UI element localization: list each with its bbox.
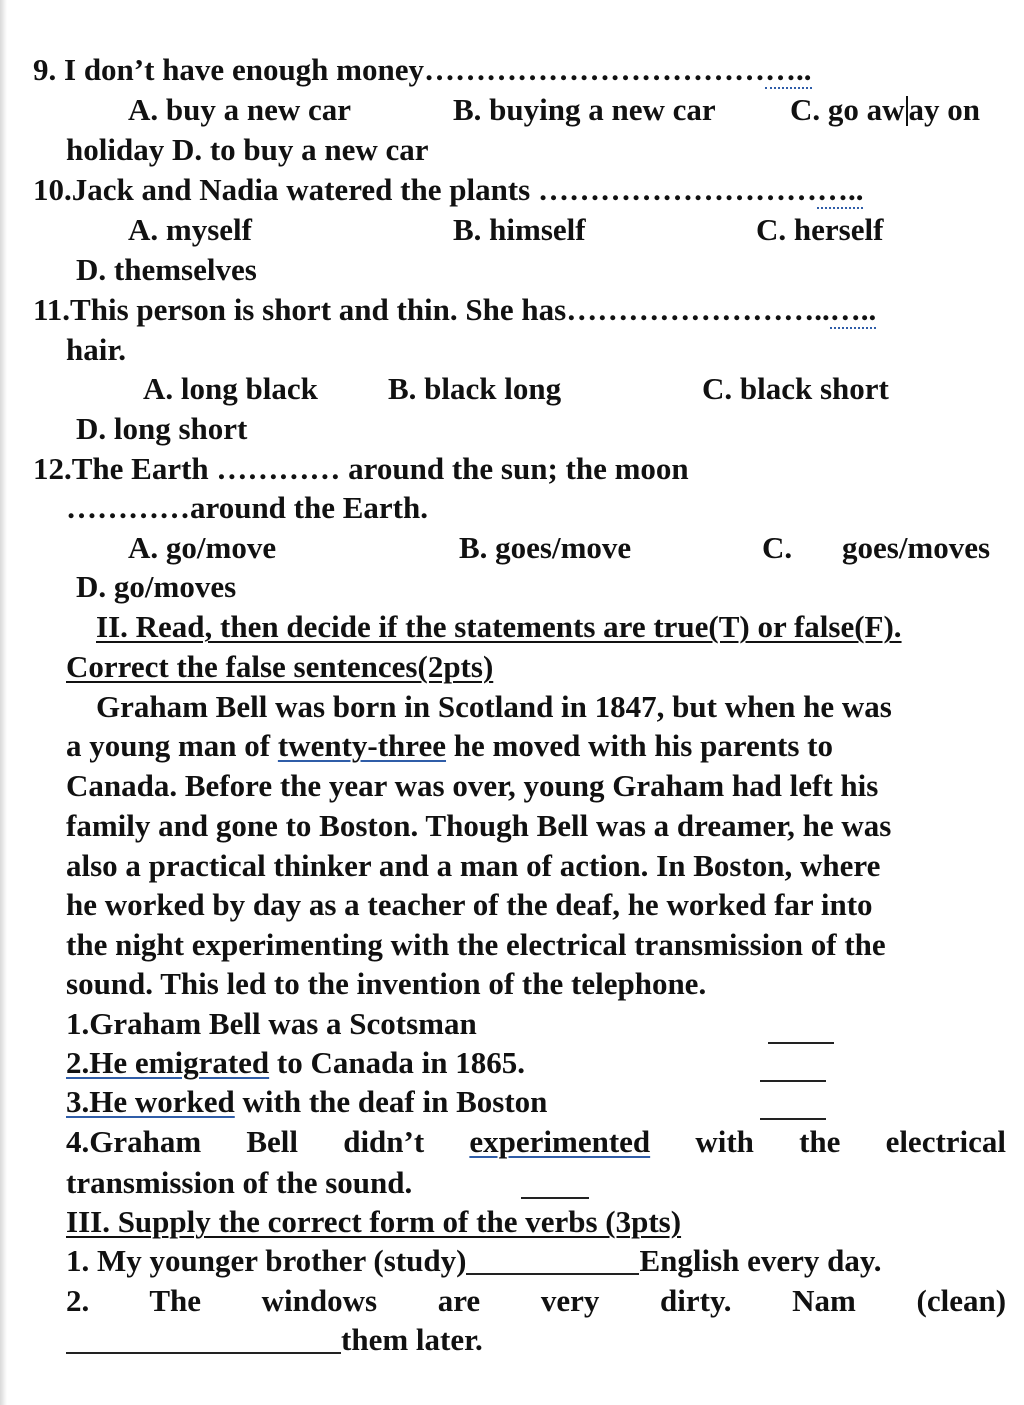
verb-q2-word: 2. [66,1283,90,1318]
q11-stem-continuation: hair. [66,332,127,367]
statement-4-word: didn’t [343,1124,425,1159]
q12-option-a[interactable]: A. go/move [128,530,277,565]
q10-stem-line [33,170,863,210]
q12-stem-line-2: …………around the Earth. [66,490,428,525]
statement-1-answer-blank[interactable] [768,1042,834,1044]
verb-q2-post: them later. [341,1322,483,1357]
passage-line-3: Canada. Before the year was over, young Graham had left his [66,768,879,803]
q9-dots: …………………………… [424,52,765,87]
q12-option-c[interactable]: goes/moves [842,530,991,565]
q9-option-a[interactable]: A. buy a new car [128,92,352,127]
passage-line-5: also a practical thinker and a man of action. In Boston, where [66,848,881,883]
q9-option-c-post: ay on [908,92,981,127]
section-ii-heading: II. Read, then decide if the statements are true(T) or false(F). [96,609,902,644]
verb-q2-word: The [149,1283,202,1318]
q11-option-c[interactable]: C. black short [702,371,889,406]
q12-option-d[interactable]: D. go/moves [76,569,237,604]
q10-stem: 10.Jack and Nadia watered the plants [33,172,538,207]
q12-stem-line-1: 12.The Earth ………… around the sun; the moon [33,451,689,486]
q12-option-b[interactable]: B. goes/move [459,530,632,565]
statement-4-line-2: transmission of the sound. [66,1165,413,1200]
statement-3-rest: with the deaf in Boston [234,1084,548,1119]
verb-q2-word: are [437,1283,481,1318]
verb-q2-word: Nam [792,1283,856,1318]
statement-4-word: Bell [246,1124,299,1159]
verb-q1 [66,1241,881,1281]
statement-4-underlined: experimented [469,1124,651,1159]
q10-dots-end: ….. [816,172,864,207]
statement-2 [66,1043,525,1083]
statement-3 [66,1082,547,1122]
statement-4-answer-blank[interactable] [521,1197,589,1199]
passage-line-2-pre: a young man of [66,728,278,763]
passage-line-2 [66,726,833,766]
passage-line-8: sound. This led to the invention of the telephone. [66,966,707,1001]
q9-stem: 9. I don’t have enough money [33,52,424,87]
q10-option-d[interactable]: D. themselves [76,252,257,287]
verb-q2-line-2 [66,1320,483,1360]
verb-q1-answer-blank[interactable] [466,1245,639,1275]
statement-4-word: electrical [885,1124,1006,1159]
statement-2-underlined: 2.He emigrated [66,1045,270,1080]
statement-1: 1.Graham Bell was a Scotsman [66,1006,477,1041]
q11-dots-end: ….. [829,292,877,327]
verb-q2-word: very [540,1283,600,1318]
verb-q2-word: dirty. [660,1283,732,1318]
passage-line-4: family and gone to Boston. Though Bell was a dreamer, he was [66,808,892,843]
statement-4-word: with [695,1124,754,1159]
q9-stem-line [33,50,812,90]
passage-line-7: the night experimenting with the electrical transmission of the [66,927,886,962]
statement-4-word: the [799,1124,841,1159]
q11-option-b[interactable]: B. black long [388,371,562,406]
q9-dots-end: ….. [765,52,812,87]
statement-3-underlined: 3.He worked [66,1084,235,1119]
statement-2-rest: to Canada in 1865. [269,1045,525,1080]
q10-option-b[interactable]: B. himself [453,212,586,247]
q9-option-b[interactable]: B. buying a new car [453,92,716,127]
verb-q2-line-1 [66,1281,1006,1321]
q11-option-a[interactable]: A. long black [143,371,318,406]
q11-stem: 11.This person is short and thin. She has [33,292,567,327]
verb-q2-answer-blank[interactable] [66,1324,341,1354]
q10-dots: ……………………… [537,172,817,207]
verb-q1-post: English every day. [639,1243,882,1278]
q9-option-c-pre: C. go aw [790,92,905,127]
passage-line-1: Graham Bell was born in Scotland in 1847, but when he was [96,689,892,724]
passage-line-6: he worked by day as a teacher of the deaf, he worked far into [66,887,873,922]
section-iii-heading: III. Supply the correct form of the verbs (3pts) [66,1204,682,1239]
verb-q1-pre: 1. My younger brother (study) [66,1243,467,1278]
passage-underlined-word: twenty-three [277,728,447,763]
statement-3-answer-blank[interactable] [760,1118,826,1120]
q11-option-d[interactable]: D. long short [76,411,248,446]
q9-option-c[interactable] [790,90,980,130]
q9-option-d-line: holiday D. to buy a new car [66,132,429,167]
verb-q2-word: windows [261,1283,378,1318]
q11-dots: …………………….. [566,292,830,327]
text-cursor-icon [906,96,908,126]
passage-line-2-post: he moved with his parents to [446,728,833,763]
section-ii-subheading: Correct the false sentences(2pts) [66,649,494,684]
q10-option-a[interactable]: A. myself [128,212,252,247]
statement-4-word: 4.Graham [66,1124,202,1159]
q10-option-c[interactable]: C. herself [756,212,884,247]
q12-option-c-letter[interactable]: C. [762,530,793,565]
statement-4-line-1 [66,1122,1006,1162]
verb-q2-word: (clean) [916,1283,1006,1318]
q11-stem-line [33,290,876,330]
statement-2-answer-blank[interactable] [760,1080,826,1082]
